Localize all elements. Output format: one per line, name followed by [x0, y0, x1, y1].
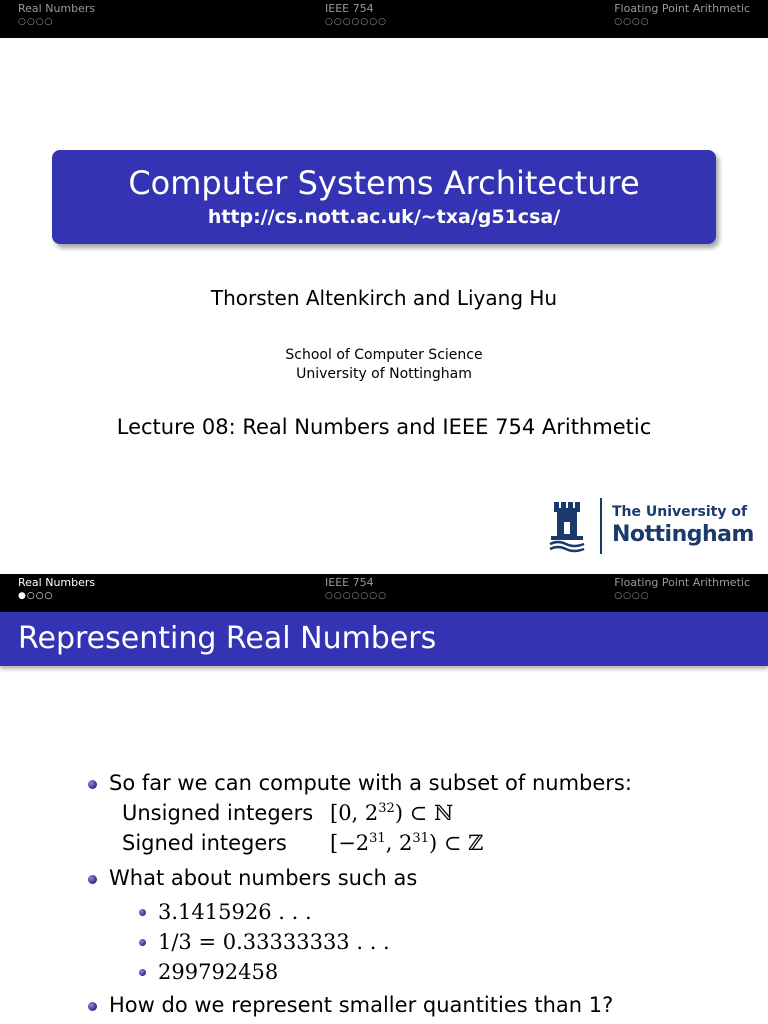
- nav-section-ieee-754[interactable]: IEEE 754 ○○○○○○○: [325, 2, 387, 27]
- nav-section-floating-point[interactable]: Floating Point Arithmetic ○○○○: [614, 2, 750, 27]
- nav-dots[interactable]: ○○○○: [614, 591, 650, 601]
- institute: School of Computer Science University of Nottingham: [285, 347, 483, 382]
- frame-title: Representing Real Numbers: [0, 612, 768, 666]
- content-slide: [0, 574, 768, 1024]
- unsigned-range: [0, $2^{32}$) ⊂ ℕ: [330, 801, 454, 825]
- unsigned-label: Unsigned integers: [122, 801, 314, 825]
- signed-range: [$-2^{31}$, $2^{31}$) ⊂ ℤ: [330, 831, 484, 855]
- nav-dots[interactable]: ○○○○: [614, 17, 650, 27]
- course-url[interactable]: http://cs.nott.ac.uk/∼txa/g51csa/: [207, 206, 561, 228]
- bullet-text: How do we represent smaller quantities than 1?: [109, 993, 614, 1017]
- authors: Thorsten Altenkirch and Liyang Hu: [210, 286, 558, 310]
- navigation-bar: [0, 574, 768, 612]
- castle-crest-icon: [548, 496, 592, 556]
- bullet-text: So far we can compute with a subset of numbers:: [109, 771, 632, 795]
- nav-section-floating-point[interactable]: Floating Point Arithmetic ○○○○: [614, 576, 750, 601]
- sub-item: 299792458: [158, 960, 279, 984]
- sub-item: 1/3 = 0.33333333 . . .: [158, 930, 390, 954]
- navigation-bar: [0, 0, 768, 38]
- bullet-icon: [88, 780, 97, 789]
- title-box: [52, 150, 716, 244]
- nav-dots[interactable]: ○○○○○○○: [325, 591, 387, 601]
- bullet-icon: [88, 875, 97, 884]
- nav-section-ieee-754[interactable]: IEEE 754 ○○○○○○○: [325, 576, 387, 601]
- nav-dots[interactable]: ●○○○: [18, 591, 54, 601]
- sub-bullet-icon: [139, 939, 146, 946]
- university-logo: The University of Nottingham: [548, 496, 748, 556]
- sub-bullet-icon: [139, 909, 146, 916]
- signed-label: Signed integers: [122, 831, 287, 855]
- bullet-text: What about numbers such as: [109, 866, 418, 890]
- nav-dots[interactable]: ○○○○: [18, 17, 54, 27]
- sub-item: 3.1415926 . . .: [158, 900, 312, 924]
- bullet-icon: [88, 1002, 97, 1011]
- presentation-title: Computer Systems Architecture: [128, 164, 640, 202]
- nav-section-real-numbers[interactable]: Real Numbers ○○○○: [18, 2, 96, 27]
- nav-dots[interactable]: ○○○○○○○: [325, 17, 387, 27]
- nav-section-real-numbers[interactable]: Real Numbers ●○○○: [18, 576, 96, 601]
- lecture-title: Lecture 08: Real Numbers and IEEE 754 Arithmetic: [116, 415, 652, 439]
- sub-bullet-icon: [139, 969, 146, 976]
